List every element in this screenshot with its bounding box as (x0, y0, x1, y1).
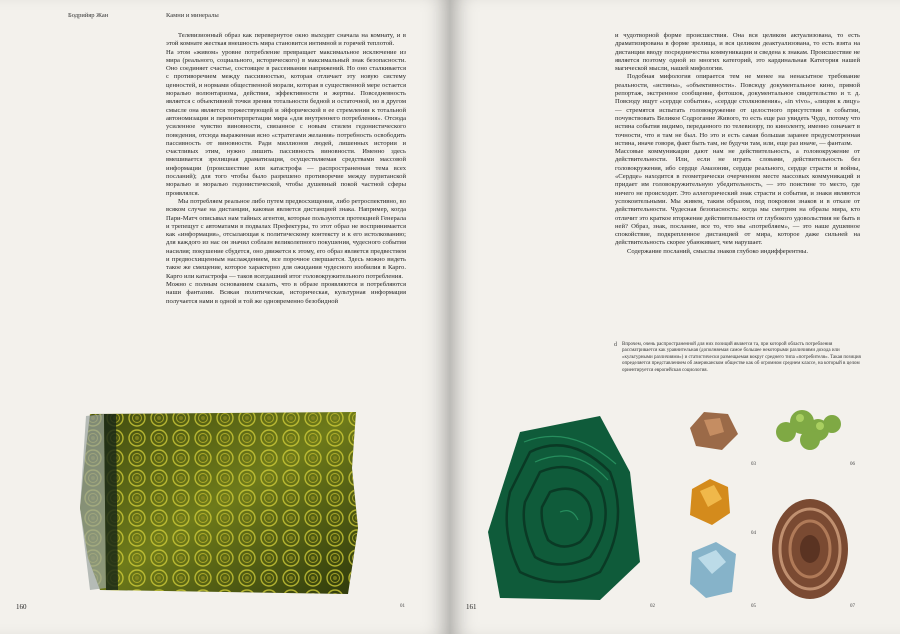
paragraph: Телевизионный образ как перевернутое окно выходит сначала на комнату, и в этой комнате жесткая внешность мира становится интимной и горячей теплотой. (166, 32, 406, 48)
page-number: 160 (16, 603, 27, 611)
page-number: 161 (466, 603, 477, 611)
figure-label: 04 (751, 531, 756, 536)
right-body-text (615, 32, 860, 256)
running-head-author: Бодрийяр Жан (68, 12, 109, 19)
right-page (450, 0, 900, 634)
paragraph: Подобная мифология опирается тем не менее на ненасытное требование реальности, «истины», «объективности». Повсюду документальное кино, прямой репортаж, экстренное сообщение, фотошок, документальное свидетельство и т. д. Повсюду ищут «сердце события», «сердце столкновения», «in vivo», «лицом к лицу» — стремятся испытать головокружение от целостного присутствия в событии, почувствовать Великое Содрогание Живого, то есть еще раз увидеть Чудо, потому что истина события видимо, переданного по телевизору, по киноленту, именно означает в точности, что я там не был. Но это и есть самая большая заранее предусмотренная истина, иначе говоря, факт быть там, не будучи там, или, еще раз иначе, — фантазм. (615, 73, 860, 147)
figure-label: 07 (850, 604, 855, 609)
paragraph: и чудотворной форме происшествия. Она вся целиком актуализована, то есть драматизирована в форме зрелища, и вся целиком деактуализована, то есть взята на дистанции вводу посредничества коммуникации и сведена к знакам. Происшествие не является поэтому одной из многих категорий, это кардинальная Категория нашей магической мысли, нашей мифологии. (615, 32, 860, 73)
paragraph: Можно с полным основанием сказать, что в образе проявляются и потребляются наши фантазии. Всякая политическая, историческая, культурная информация получается нами в одной и той же одновременно безобидной (166, 280, 406, 305)
figure-label: 03 (751, 462, 756, 467)
jasper-stone-image (60, 408, 360, 598)
footnote-text: Впрочем, очень распространенной для них позиций является та, при которой область потребления рассматривается как уравнительная (дополняемая самое большее некоторыми различиями дохода или «культурными различиями») и статистически размещаемая вокруг среднего типа «потребителя». Такая позиция определяется представлением об американском обществе как об огромном среднем классе, на который в целом ориентируется европейская социология. (622, 342, 861, 373)
running-head-title: Камни и минералы (166, 12, 219, 19)
mineral-04-image (684, 475, 734, 527)
mineral-03-image (684, 406, 740, 454)
paragraph: На этом «живом» уровне потребление превращает максимальное исключение из мира (реального, социального, исторического) в максимальный знак безопасности. Оно соединяет счастье, состоящее в рассеивании напряжений. Но оно сталкивается с противоречием между пассивностью, которая отличает эту новую систему ценностей, и нормами общественной морали, которая в существенной мере остается моралью волюнтаризма, действия, эффективности и жертвы. Повседневность является с объективной точки зрения тотальности бедной и остаточной, но в другом смысле она является торжествующей и эйфорической в ее стремлении к тотальной автономизации и переинтерпретации мира «для внутреннего потребления». Отсюда усиленное чувство виновности, связанное с новым стилем гедонистического поведения, отсюда выраженная ясно «стратегами желания» потребность освободить пассивность от виновности. Ради миллионов людей, лишенных истории и счастливых этим, нужно лишить пассивность виновности. Именно здесь вмешивается зрелищная драматизация, осуществляемая средствами массовой информации (происшествие или катастрофа — распространенная тема всех посланий); для того чтобы было разрешено противоречие между пуританской моралью и моралью гедонистической, чтобы душевный покой частной сферы проявлялся. (166, 48, 406, 197)
footnote-marker: d (614, 342, 617, 348)
paragraph: Мы потребляем реальное либо путем предвосхищения, либо ретроспективно, во всяком случае на дистанции, каковая является дистанцией знака. Например, когда Пари-Матч описывал нам тайных агентов, которые пользуются протекцией Генерала и трепещут с автоматами в подвалах Префектуры, то этот образ не воспринимается как «информация», отсылающая к политическому контексту и к его истолкованию; для каждого из нас он значил соблазн великолепного покушения, чудесного события насилия; покушение сбудется, оно движется к этому, его образ является предвестием и предвосхищенным наслаждением, все порочное свершается. Здесь можно видеть такое же смещение, которое характерно для ожидания чудесного изобилия в Карго. Карго или катастрофа — таков всегдашний итог головокружительного потребления. (166, 197, 406, 280)
paragraph: Содержание посланий, смыслы знаков глубоко индифферентны. (627, 247, 808, 255)
mineral-06-image (770, 404, 846, 454)
left-body-text (166, 32, 406, 306)
mineral-05-image (686, 540, 740, 600)
figure-label: 06 (850, 462, 855, 467)
malachite-stone-image (480, 412, 650, 602)
figure-label: 02 (650, 604, 655, 609)
figure-label: 01 (400, 604, 405, 609)
mineral-07-image (768, 495, 852, 603)
figure-label: 05 (751, 604, 756, 609)
paragraph: Массовые коммуникации дают нам не действительность, а головокружение от действительности. Или, если не играть словами, действительность без головокружения, ибо сердце Амазонии, сердце реального, сердце страсти и войны, «Сердце» находится в геометрически очерченном месте массовых коммуникаций и придает им головокружительную убедительность, — это поистине то место, где ничего не происходит. Это аллегорический знак страсти и события, и знаки являются успокоительными. Мы живем, таким образом, под покровом знаков и в отказе от действительности. Чудесная безопасность: когда мы смотрим на образы мира, кто отличит это краткое вторжение действительности от глубокого удовольствия не быть в ней? Образ, знак, послание, все то, что мы «потребляем», — это наше душевное спокойствие, подкрепленное дистанцией от мира, которое даже сильней на действительность скорее убаюкивает, чем нарушает. (615, 148, 860, 247)
